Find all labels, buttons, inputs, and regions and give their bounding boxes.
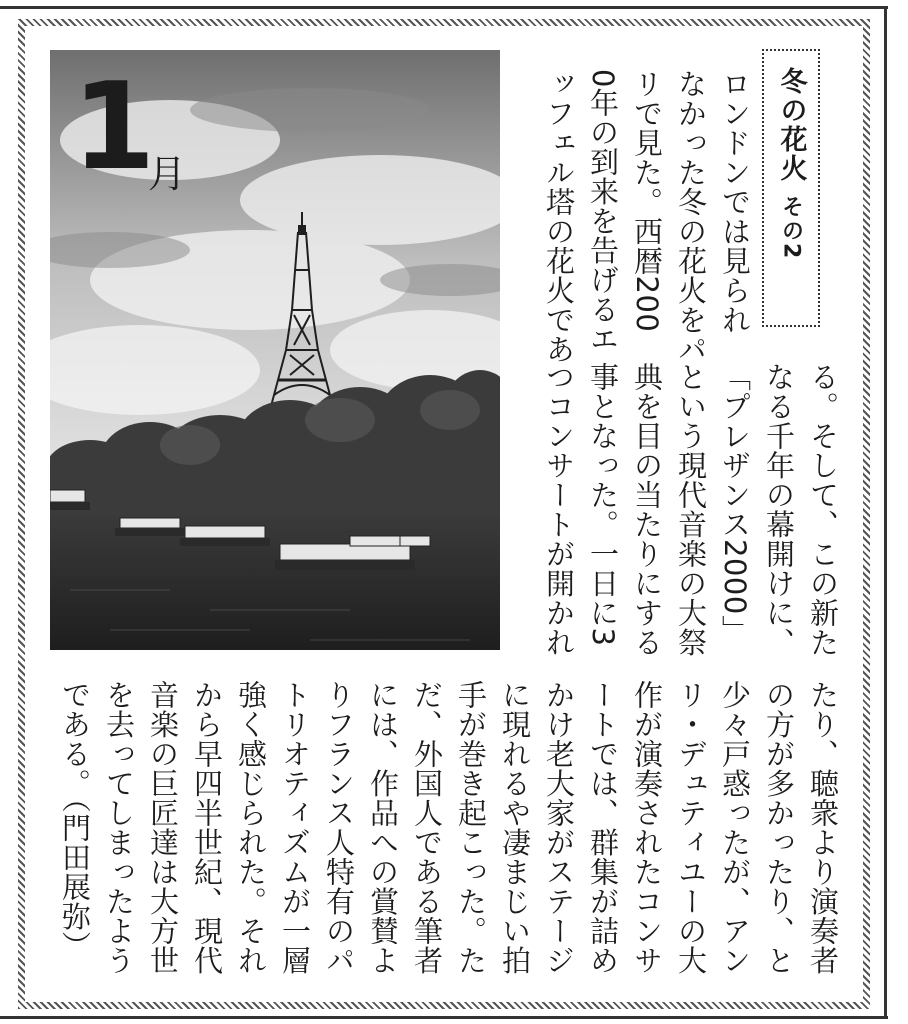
text-column-13: たり、聴衆より演奏者 [806, 680, 840, 975]
text-column-6: る。そして、この新た [806, 362, 840, 657]
text-column-19: かけ老大家がステージ [542, 680, 576, 975]
bottom-rule [0, 1016, 888, 1019]
text-column-14: の方が多かったり、と [762, 680, 796, 975]
text-column-20: に現れるや凄まじい拍 [498, 680, 532, 975]
article-title-main: 冬の花火 [775, 67, 807, 183]
text-column-27: から早四半世紀、現代 [190, 680, 224, 975]
text-column-7: なる千年の幕開けに、 [762, 362, 796, 657]
text-column-4: 0年の到来を告げるエ [586, 69, 620, 354]
text-column-21: 手が巻き起こった。た [454, 680, 488, 975]
text-column-25: トリオティズムが一層 [278, 680, 312, 975]
text-column-11: 事となった。一日に3 [586, 362, 620, 647]
text-column-26: 強く感じられた。それ [234, 680, 268, 975]
text-column-24: りフランス人特有のパ [322, 680, 356, 975]
text-column-22: だ、外国人である筆者 [410, 680, 444, 975]
text-column-1: ロンドンでは見られ [718, 69, 752, 335]
text-column-23: には、作品への賞賛よ [366, 680, 400, 975]
text-column-5: ッフェル塔の花火であ [542, 69, 576, 364]
month-number: 1 [72, 58, 152, 197]
text-column-16: リ・デュティユーの大 [674, 680, 708, 975]
text-column-28: 音楽の巨匠達は大方世 [146, 680, 180, 975]
text-column-15: 少々戸惑ったが、アン [718, 680, 752, 975]
article-title [772, 67, 811, 325]
month-label: 月 [148, 152, 187, 196]
text-column-30: である。（門田展弥） [58, 680, 92, 961]
right-rule [884, 6, 887, 1019]
text-column-3: リで見た。西暦200 [630, 69, 664, 333]
text-column-29: を去ってしまったよう [102, 680, 136, 975]
article-title-box [762, 49, 820, 327]
text-column-8: 「プレザンス2000」 [718, 362, 752, 645]
text-column-17: 作が演奏されたコンサ [630, 680, 664, 975]
article-title-sub: その2 [778, 195, 804, 261]
text-column-2: なかった冬の花火をパ [674, 69, 708, 364]
top-rule [0, 6, 888, 9]
text-column-10: 典を目の当たりにする [630, 362, 664, 657]
text-column-9: という現代音楽の大祭 [674, 362, 708, 657]
text-column-18: ートでは、群集が詰め [586, 680, 620, 975]
text-column-12: つコンサートが開かれ [542, 362, 576, 657]
